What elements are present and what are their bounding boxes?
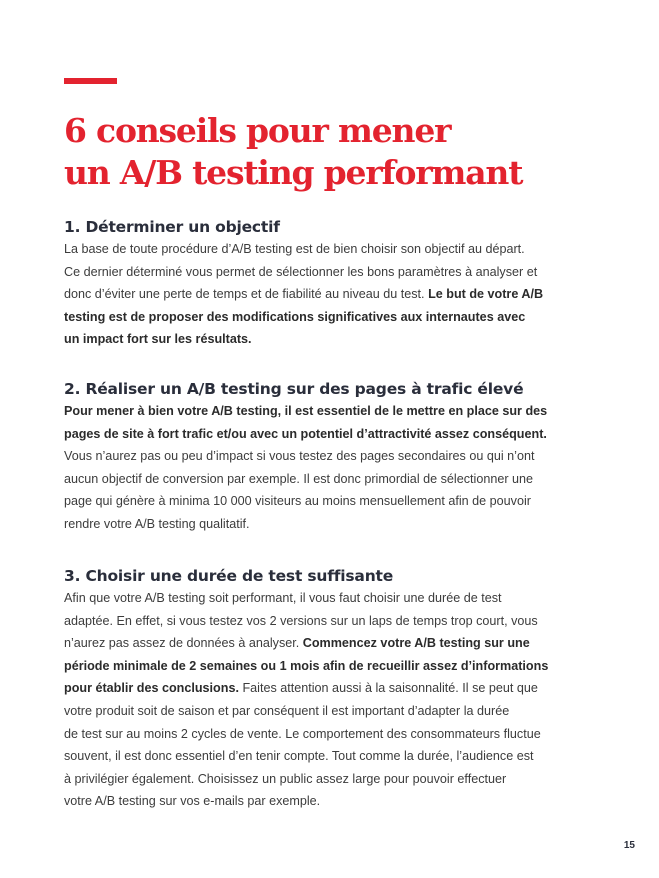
page-title [64, 110, 522, 194]
paragraph-line [64, 610, 604, 633]
paragraph-line [64, 490, 604, 513]
paragraph-line [64, 261, 604, 284]
body-text: de test sur au moins 2 cycles de vente. Le comportement des consommateurs fluctue [64, 726, 541, 741]
paragraph-line [64, 445, 604, 468]
body-text: rendre votre A/B testing qualitatif. [64, 516, 250, 531]
body-text: à privilégier également. Choisissez un public assez large pour pouvoir effectuer [64, 771, 507, 786]
page-title-line-1: 6 conseils pour mener [64, 111, 451, 150]
paragraph-line [64, 328, 604, 351]
bold-text: Pour mener à bien votre A/B testing, il est essentiel de le mettre en place sur des [64, 404, 548, 418]
body-text: aucun objectif de conversion par exemple. Il est donc primordial de sélectionner une [64, 471, 534, 486]
paragraph-line [64, 513, 604, 536]
bold-text: Le but de votre A/B [428, 287, 544, 302]
paragraph-line [64, 283, 604, 306]
bold-text: Commencez votre A/B testing sur une [302, 636, 530, 651]
body-text: Vous n’aurez pas ou peu d’impact si vous testez des pages secondaires ou qui n’ont [64, 449, 535, 464]
paragraph-line [64, 677, 604, 700]
section-heading: 2. Réaliser un A/B testing sur des pages à trafic élevé [64, 380, 524, 398]
paragraph-line [64, 238, 604, 261]
page-number: 15 [623, 840, 635, 851]
accent-bar [64, 78, 117, 84]
paragraph-line [64, 655, 604, 678]
paragraph-line [64, 468, 604, 491]
paragraph-line [64, 768, 604, 791]
body-text: n’aurez pas assez de données à analyser. [64, 636, 303, 651]
paragraph-line [64, 632, 604, 655]
section-trafic [64, 378, 604, 536]
body-text: souvent, il est donc essentiel d’en tenir compte. Tout comme la durée, l’audience est [64, 749, 534, 764]
bold-text: période minimale de 2 semaines ou 1 mois afin de recueillir assez d’informations [64, 658, 549, 673]
paragraph-line [64, 587, 604, 610]
paragraph-line [64, 700, 604, 723]
paragraph-line [64, 745, 604, 768]
section-body [64, 587, 604, 813]
body-text: votre produit soit de saison et par conséquent il est important d’adapter la durée [64, 703, 510, 718]
body-text: Faites attention aussi à la saisonnalité. Il se peut que [238, 681, 538, 696]
paragraph-line [64, 400, 604, 423]
body-text: donc d’éviter une perte de temps et de fiabilité au niveau du test. [64, 287, 429, 302]
paragraph-line [64, 423, 604, 446]
body-text: votre A/B testing sur vos e-mails par exemple. [64, 794, 321, 809]
page-title-line-2: un A/B testing performant [64, 153, 523, 192]
bold-text: un impact fort sur les résultats. [64, 332, 252, 347]
paragraph-line [64, 306, 604, 329]
bold-text: pour établir des conclusions. [64, 681, 239, 696]
paragraph-line [64, 790, 604, 813]
bold-text: testing est de proposer des modifications significatives aux internautes avec [64, 309, 526, 324]
body-text: page qui génère à minima 10 000 visiteurs au moins mensuellement afin de pouvoir [64, 494, 531, 509]
section-heading: 3. Choisir une durée de test suffisante [64, 567, 394, 585]
body-text: Ce dernier déterminé vous permet de sélectionner les bons paramètres à analyser et [64, 264, 538, 279]
body-text: La base de toute procédure d’A/B testing est de bien choisir son objectif au départ. [64, 242, 525, 256]
bold-text: pages de site à fort trafic et/ou avec un potentiel d’attractivité assez conséquent. [64, 426, 547, 441]
body-text: adaptée. En effet, si vous testez vos 2 versions sur un laps de temps trop court, vous [64, 613, 538, 628]
section-body [64, 238, 604, 351]
section-duree [64, 565, 604, 813]
section-heading: 1. Déterminer un objectif [64, 218, 280, 236]
body-text: Afin que votre A/B testing soit performant, il vous faut choisir une durée de test [64, 591, 502, 605]
paragraph-line [64, 723, 604, 746]
section-objectif [64, 216, 604, 351]
section-body [64, 400, 604, 536]
